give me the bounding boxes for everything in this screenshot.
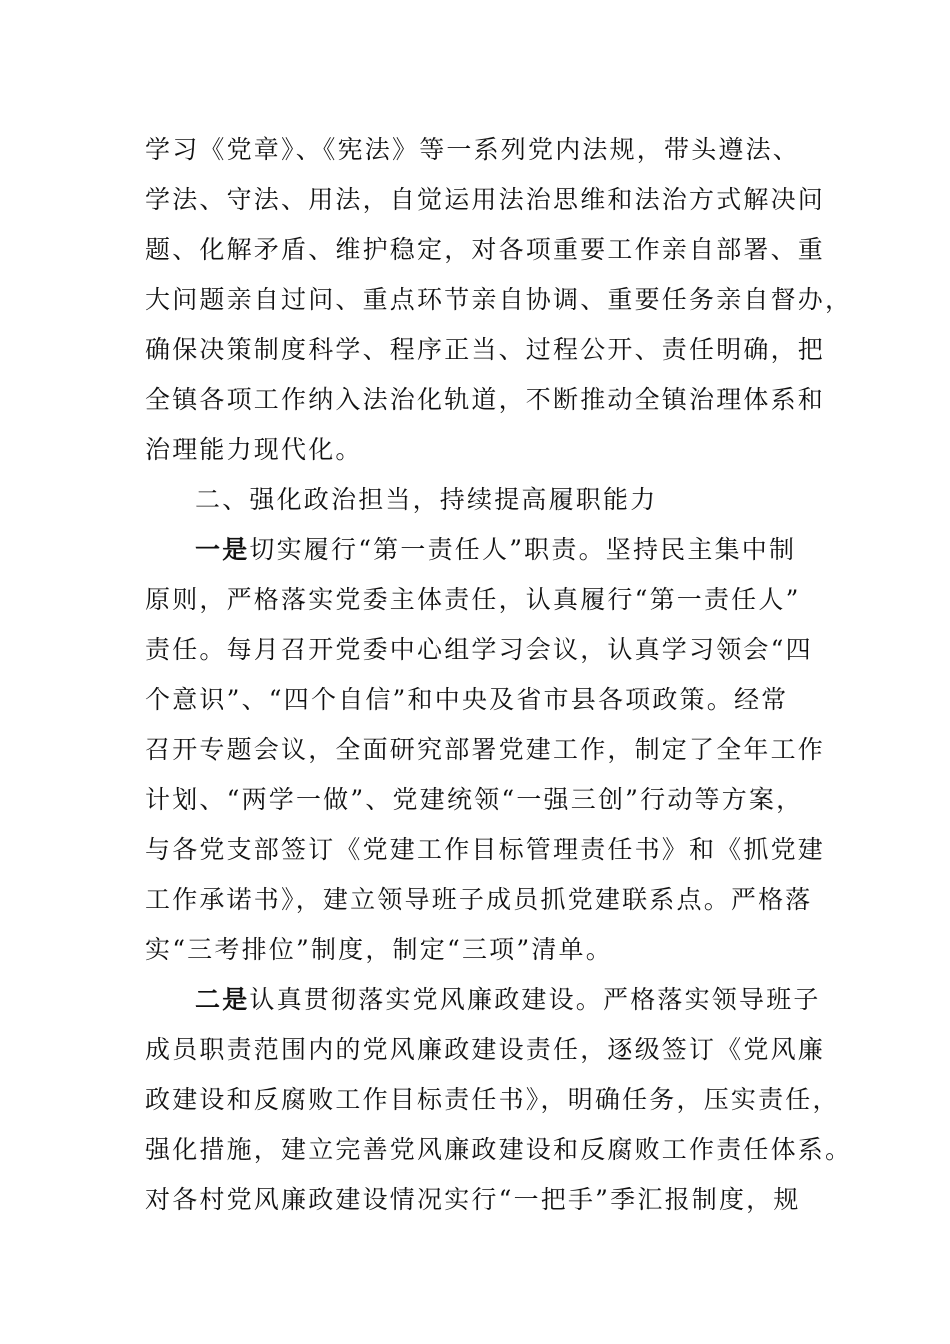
text-span: 认真贯彻落实党风廉政建设。严格落实领导班子 (249, 985, 821, 1014)
text-line: 强化措施，建立完善党风廉政建设和反腐败工作责任体系。 (145, 1135, 853, 1164)
text-line: 大问题亲自过问、重点环节亲自协调、重要任务亲自督办， (145, 285, 853, 314)
text-line: 治理能力现代化。 (145, 435, 363, 464)
text-line: 确保决策制度科学、程序正当、过程公开、责任明确，把 (145, 335, 826, 364)
text-line: 计划、“两学一做”、党建统领“一强三创”行动等方案， (145, 785, 804, 814)
text-line: 责任。每月召开党委中心组学习会议，认真学习领会“四 (145, 635, 813, 664)
lead-emphasis: 一是 (195, 535, 250, 564)
text-line: 全镇各项工作纳入法治化轨道，不断推动全镇治理体系和 (145, 385, 826, 414)
text-line: 实“三考排位”制度，制定“三项”清单。 (145, 935, 613, 964)
paragraph-first-line (195, 985, 875, 1015)
text-line: 工作承诺书》，建立领导班子成员抓党建联系点。严格落 (145, 885, 813, 914)
text-line: 政建设和反腐败工作目标责任书》，明确任务，压实责任， (145, 1085, 840, 1114)
text-line: 成员职责范围内的党风廉政建设责任，逐级签订《党风廉 (145, 1035, 826, 1064)
text-line: 学习《党章》、《宪法》等一系列党内法规，带头遵法、 (145, 135, 801, 164)
text-line: 与各党支部签订《党建工作目标管理责任书》和《抓党建 (145, 835, 826, 864)
text-line: 学法、守法、用法，自觉运用法治思维和法治方式解决问 (145, 185, 826, 214)
section-heading: 二、强化政治担当，持续提高履职能力 (195, 485, 658, 514)
text-line: 原则，严格落实党委主体责任，认真履行“第一责任人” (145, 585, 801, 614)
text-line: 题、化解矛盾、维护稳定，对各项重要工作亲自部署、重 (145, 235, 826, 264)
text-line: 召开专题会议，全面研究部署党建工作，制定了全年工作 (145, 735, 826, 764)
text-line: 对各村党风廉政建设情况实行“一把手”季汇报制度，规 (145, 1185, 801, 1214)
text-line: 个意识”、“四个自信”和中央及省市县各项政策。经常 (145, 685, 789, 714)
text-span: 切实履行“第一责任人”职责。坚持民主集中制 (249, 535, 797, 564)
lead-emphasis: 二是 (195, 985, 250, 1014)
paragraph-first-line (195, 535, 875, 565)
